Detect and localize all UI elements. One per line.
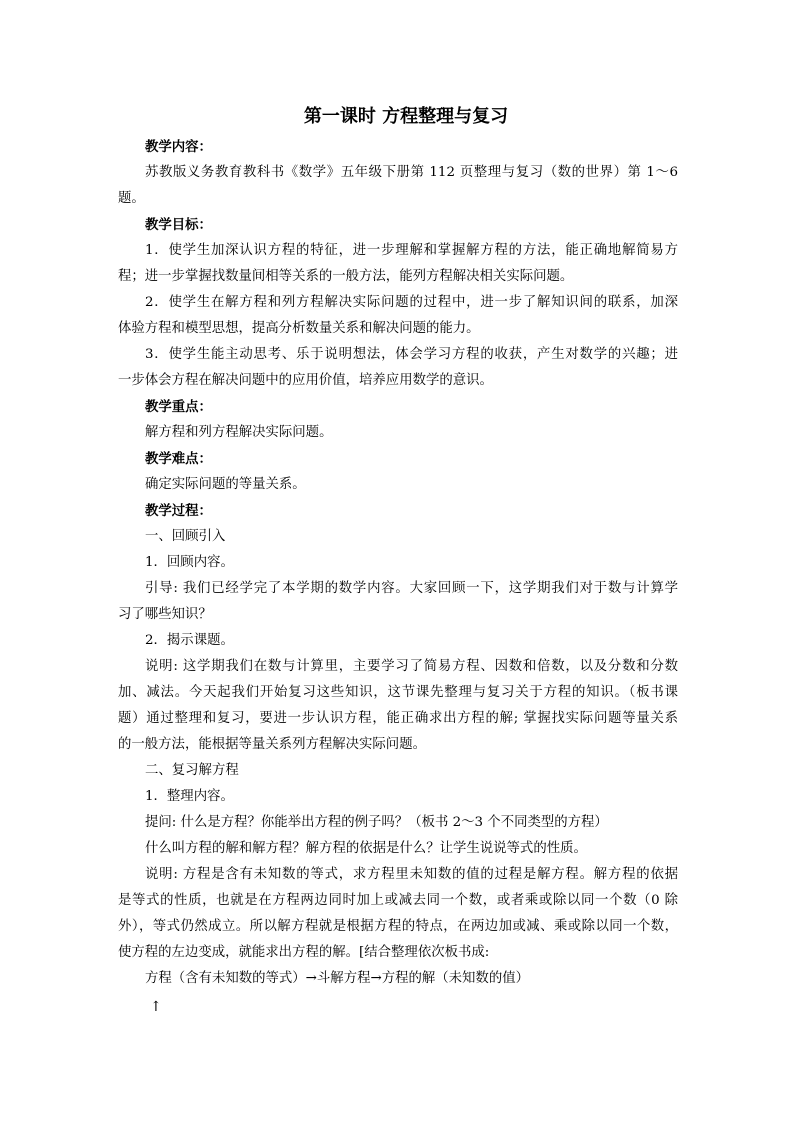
guide-line: 习了哪些知识？: [118, 607, 212, 622]
explain-line: 外），等式仍然成立。所以解方程就是根据方程的特点，在两边加或减、乘或除以同一个数，: [118, 919, 678, 934]
key-heading: 教学重点：: [145, 399, 212, 415]
content-text-line: 题。: [118, 191, 145, 206]
goal-line: 一步体会方程在解决问题中的应用价值，培养应用数学的意识。: [118, 373, 493, 388]
section-heading: 一、回顾引入: [145, 529, 226, 544]
step-heading: 2．揭示课题。: [145, 633, 234, 648]
content-heading: 教学内容：: [145, 139, 212, 155]
goals-heading: 教学目标：: [145, 217, 212, 233]
question-line: 什么叫方程的解和解方程？解方程的依据是什么？让学生说说等式的性质。: [145, 841, 587, 856]
explain-line: 的一般方法，能根据等量关系列方程解决实际问题。: [118, 737, 426, 752]
goal-line: 1．使学生加深认识方程的特征，进一步理解和掌握解方程的方法，能正确地解简易方: [145, 243, 678, 258]
difficulty-heading: 教学难点：: [145, 451, 212, 467]
document-title: 第一课时 方程整理与复习: [303, 106, 509, 127]
goal-line: 3．使学生能主动思考、乐于说明想法，体会学习方程的收获，产生对数学的兴趣；进: [145, 347, 678, 362]
explain-line: 说明: 方程是含有未知数的等式，求方程里未知数的值的过程是解方程。解方程的依据: [145, 867, 678, 882]
board-diagram-line: 方程（含有未知数的等式）→斗解方程→方程的解（未知数的值）: [145, 971, 529, 986]
content-text-line: 苏教版义务教育教科书《数学》五年级下册第 112 页整理与复习（数的世界）第 1～6: [145, 165, 678, 180]
step-heading: 1．整理内容。: [145, 789, 234, 804]
difficulty-text: 确定实际问题的等量关系。: [145, 477, 306, 492]
goal-line: 2．使学生在解方程和列方程解决实际问题的过程中，进一步了解知识间的联系，加深: [145, 295, 678, 310]
guide-line: 引导: 我们已经学完了本学期的数学内容。大家回顾一下，这学期我们对于数与计算学: [145, 581, 678, 596]
process-heading: 教学过程：: [145, 503, 212, 519]
explain-line: 加、减法。今天起我们开始复习这些知识，这节课先整理与复习关于方程的知识。（板书课: [118, 685, 678, 700]
question-line: 提问: 什么是方程？你能举出方程的例子吗？（板书 2～3 个不同类型的方程）: [145, 815, 608, 830]
explain-line: 题）通过整理和复习，要进一步认识方程，能正确求出方程的解; 掌握找实际问题等量关系: [118, 711, 678, 726]
step-heading: 1．回顾内容。: [145, 555, 234, 570]
goal-line: 体验方程和模型思想，提高分析数量关系和解决问题的能力。: [118, 321, 480, 336]
explain-line: 说明: 这学期我们在数与计算里，主要学习了简易方程、因数和倍数，以及分数和分数: [145, 659, 678, 674]
up-arrow-icon: ↑: [150, 999, 162, 1015]
document-page: [118, 100, 678, 1022]
explain-line: 是等式的性质，也就是在方程两边同时加上或减去同一个数，或者乘或除以同一个数（0 除: [118, 893, 678, 908]
section-heading: 二、复习解方程: [145, 763, 239, 778]
key-text: 解方程和列方程解决实际问题。: [145, 425, 333, 440]
goal-line: 程；进一步掌握找数量间相等关系的一般方法，能列方程解决相关实际问题。: [118, 269, 574, 284]
explain-line: 使方程的左边变成，就能求出方程的解。[结合整理依次板书成:: [118, 945, 490, 960]
